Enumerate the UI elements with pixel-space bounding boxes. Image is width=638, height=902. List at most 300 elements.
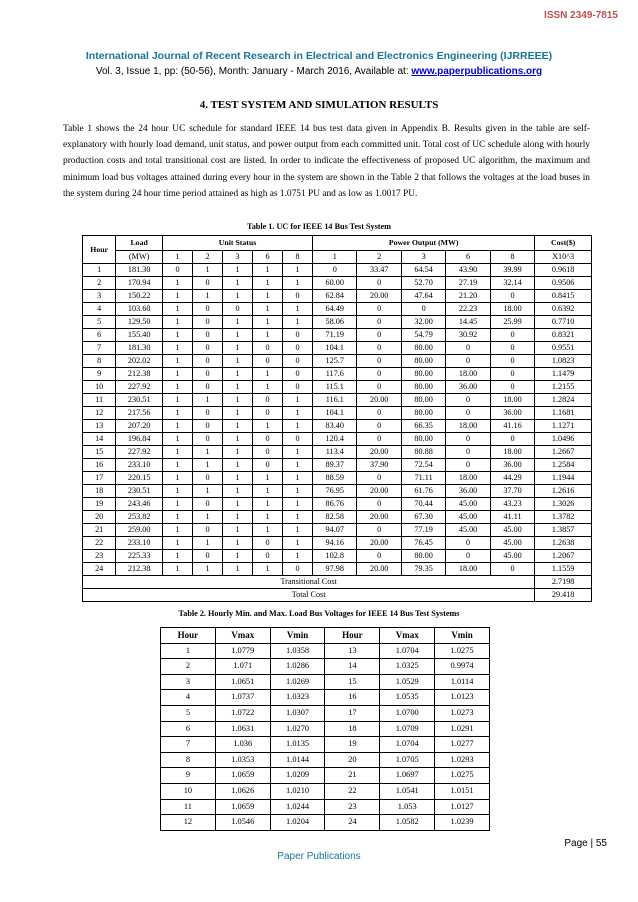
table-cell: 1: [192, 563, 222, 576]
table-cell: 1: [252, 498, 282, 511]
table-cell: 1.036: [215, 737, 270, 753]
table-cell: 0: [282, 290, 312, 303]
table-cell: 1: [162, 524, 192, 537]
table-cell: 14.45: [446, 316, 490, 329]
table-cell: 0: [357, 355, 401, 368]
table-cell: 1: [282, 446, 312, 459]
table-cell: 77.19: [401, 524, 445, 537]
table-cell: 1: [282, 394, 312, 407]
table-cell: 15: [83, 446, 116, 459]
table-cell: 22: [83, 537, 116, 550]
column-header: Vmin: [270, 628, 325, 644]
table-cell: 1: [162, 550, 192, 563]
issn-label: ISSN 2349-7815: [544, 10, 618, 21]
table-cell: 125.7: [313, 355, 357, 368]
table-cell: 1: [252, 485, 282, 498]
table-cell: 1.2067: [535, 550, 592, 563]
table-cell: 0: [490, 563, 534, 576]
table-cell: 1.0697: [380, 768, 435, 784]
table-cell: 0: [446, 446, 490, 459]
table-cell: 0: [192, 433, 222, 446]
table-cell: 0: [357, 524, 401, 537]
table-cell: 1: [162, 368, 192, 381]
table-cell: 0: [490, 368, 534, 381]
table-cell: 0: [446, 342, 490, 355]
table-cell: 45.00: [490, 550, 534, 563]
table-cell: 1.0631: [215, 721, 270, 737]
table-cell: 8: [161, 752, 216, 768]
table-cell: 0.8321: [535, 329, 592, 342]
table-cell: 15: [325, 674, 380, 690]
table-cell: 0: [192, 498, 222, 511]
table-cell: 102.8: [313, 550, 357, 563]
table-cell: 80.00: [401, 355, 445, 368]
table-cell: 1.0277: [435, 737, 490, 753]
table-cell: 1.0529: [380, 674, 435, 690]
table-cell: 207.20: [116, 420, 163, 433]
table-row: [83, 524, 592, 537]
table-cell: 0: [490, 433, 534, 446]
table-cell: 253.82: [116, 511, 163, 524]
publisher-footer: Paper Publications: [277, 851, 361, 862]
table-cell: 3: [161, 674, 216, 690]
table-cell: 21: [83, 524, 116, 537]
table-cell: 1: [222, 524, 252, 537]
table-cell: 1.0239: [435, 815, 490, 831]
table-row: [83, 472, 592, 485]
table-cell: 0.9974: [435, 659, 490, 675]
table-cell: 11: [161, 799, 216, 815]
table-cell: 1: [282, 511, 312, 524]
table-cell: 20: [325, 752, 380, 768]
table-cell: 0.8415: [535, 290, 592, 303]
table-cell: 45.00: [490, 524, 534, 537]
table-cell: 12: [161, 815, 216, 831]
table-cell: 1: [162, 511, 192, 524]
table-cell: 1: [162, 407, 192, 420]
table-cell: 1.0144: [270, 752, 325, 768]
table-cell: 1.0737: [215, 690, 270, 706]
table-cell: 1.0323: [270, 690, 325, 706]
table-row: [83, 433, 592, 446]
table-cell: 0: [252, 342, 282, 355]
table-row: [83, 485, 592, 498]
sub-header-cell: 2: [357, 251, 401, 264]
table-cell: 1: [252, 563, 282, 576]
table-cell: 1.2824: [535, 394, 592, 407]
table-row: [83, 303, 592, 316]
table-cell: 1.2667: [535, 446, 592, 459]
table-cell: 0: [222, 303, 252, 316]
table-cell: 120.4: [313, 433, 357, 446]
table-cell: 1.0709: [380, 721, 435, 737]
table-cell: 1: [192, 485, 222, 498]
table-cell: 39.99: [490, 264, 534, 277]
table-cell: 116.1: [313, 394, 357, 407]
table-cell: 0: [252, 433, 282, 446]
table-cell: 0: [357, 277, 401, 290]
table-row: [83, 329, 592, 342]
table-cell: 212.38: [116, 563, 163, 576]
table-cell: 0: [282, 433, 312, 446]
table-cell: 0: [357, 407, 401, 420]
table-cell: 1: [222, 290, 252, 303]
table-cell: 52.70: [401, 277, 445, 290]
table-cell: 1: [252, 420, 282, 433]
table-row: [83, 563, 592, 576]
table-cell: 1.0275: [435, 768, 490, 784]
table-cell: 18.00: [446, 368, 490, 381]
table-cell: 1.0496: [535, 433, 592, 446]
table-cell: 1: [222, 537, 252, 550]
table-cell: 80.00: [401, 407, 445, 420]
unit-status-header: Unit Status: [162, 236, 312, 251]
table-cell: 6: [161, 721, 216, 737]
table-cell: 1.0325: [380, 659, 435, 675]
table-cell: 0: [490, 381, 534, 394]
table-cell: 11: [83, 394, 116, 407]
journal-title: International Journal of Recent Research in Electrical and Electronics Engineering (IJRREEE): [85, 50, 553, 62]
table-cell: 0: [192, 329, 222, 342]
table-cell: 181.30: [116, 264, 163, 277]
table-cell: 1: [252, 316, 282, 329]
table-cell: 4: [161, 690, 216, 706]
table-cell: 36.00: [446, 381, 490, 394]
table-cell: 25.99: [490, 316, 534, 329]
table-cell: 20.00: [357, 394, 401, 407]
table-cell: 1: [282, 472, 312, 485]
table-cell: 0: [252, 446, 282, 459]
table-cell: 80.00: [401, 368, 445, 381]
table-cell: 0: [357, 329, 401, 342]
table-cell: 76.95: [313, 485, 357, 498]
table-cell: 1.1681: [535, 407, 592, 420]
table-cell: 12: [83, 407, 116, 420]
table-cell: 217.56: [116, 407, 163, 420]
table-cell: 18: [325, 721, 380, 737]
table-cell: 1: [252, 277, 282, 290]
sub-header-cell: 3: [401, 251, 445, 264]
sub-header-cell: 8: [282, 251, 312, 264]
table-cell: 0: [192, 355, 222, 368]
table-cell: 1.0659: [215, 799, 270, 815]
table-cell: 1: [222, 550, 252, 563]
table-cell: 72.54: [401, 459, 445, 472]
table-cell: 94.16: [313, 537, 357, 550]
table-cell: 16: [83, 459, 116, 472]
table-cell: 1: [252, 381, 282, 394]
sub-header-cell: 1: [162, 251, 192, 264]
table-cell: 1.0541: [380, 783, 435, 799]
table-cell: 1.2155: [535, 381, 592, 394]
table-cell: 1: [161, 643, 216, 659]
table-cell: 71.19: [313, 329, 357, 342]
table-cell: 13: [83, 420, 116, 433]
table-row: [161, 721, 490, 737]
table-cell: 14: [325, 659, 380, 675]
table-row: [83, 550, 592, 563]
table-cell: 1: [222, 264, 252, 277]
voltage-table: [160, 627, 490, 831]
table-cell: 17: [325, 705, 380, 721]
table-cell: 6: [83, 329, 116, 342]
table-cell: 155.40: [116, 329, 163, 342]
table-cell: 150.22: [116, 290, 163, 303]
table-cell: 0: [252, 407, 282, 420]
table-cell: 22.23: [446, 303, 490, 316]
table-cell: 82.58: [313, 511, 357, 524]
table-cell: 20.00: [357, 537, 401, 550]
table-cell: 1.0779: [215, 643, 270, 659]
total-cost-value: 29.418: [535, 589, 592, 602]
table-cell: 0: [446, 550, 490, 563]
table-cell: 230.51: [116, 485, 163, 498]
table-cell: 4: [83, 303, 116, 316]
table-cell: 21: [325, 768, 380, 784]
table-cell: 1: [192, 446, 222, 459]
table-row: [83, 381, 592, 394]
uc-schedule-table: [82, 235, 592, 602]
table-cell: 20: [83, 511, 116, 524]
table-cell: 79.35: [401, 563, 445, 576]
table-cell: 44.29: [490, 472, 534, 485]
table-cell: 0: [282, 563, 312, 576]
table-row: [83, 368, 592, 381]
table-cell: 0.9618: [535, 264, 592, 277]
total-cost-row: [83, 589, 592, 602]
section-title: 4. TEST SYSTEM AND SIMULATION RESULTS: [199, 99, 439, 111]
table-cell: 1.0210: [270, 783, 325, 799]
table-cell: 20.00: [357, 485, 401, 498]
table-cell: 1: [192, 290, 222, 303]
table-cell: 2: [83, 277, 116, 290]
table-cell: 1: [162, 433, 192, 446]
table-cell: 1: [282, 537, 312, 550]
table-cell: 7: [161, 737, 216, 753]
table-cell: 0: [252, 537, 282, 550]
table-cell: 7: [83, 342, 116, 355]
table-cell: 1.0270: [270, 721, 325, 737]
table-cell: 1: [162, 381, 192, 394]
table-cell: 1.0626: [215, 783, 270, 799]
table-cell: 1.0293: [435, 752, 490, 768]
table-cell: 1: [162, 290, 192, 303]
table-cell: 21.20: [446, 290, 490, 303]
table-cell: 17: [83, 472, 116, 485]
table-cell: 0.9551: [535, 342, 592, 355]
table-cell: 1: [282, 550, 312, 563]
table-cell: 1.0582: [380, 815, 435, 831]
table-cell: 1: [222, 446, 252, 459]
cost-header: Cost($): [535, 236, 592, 251]
table-cell: 1: [252, 303, 282, 316]
table-cell: 0: [357, 472, 401, 485]
table-cell: 0: [162, 264, 192, 277]
table-cell: 1: [162, 303, 192, 316]
table-cell: 1: [162, 316, 192, 329]
table-cell: 0: [192, 472, 222, 485]
table-cell: 89.37: [313, 459, 357, 472]
table-cell: 202.02: [116, 355, 163, 368]
table-cell: 10: [83, 381, 116, 394]
total-cost-label: Total Cost: [83, 589, 535, 602]
column-header: Vmax: [215, 628, 270, 644]
table-cell: 61.76: [401, 485, 445, 498]
sub-header-cell: 3: [222, 251, 252, 264]
table-cell: 225.33: [116, 550, 163, 563]
table-cell: 80.00: [401, 433, 445, 446]
table-cell: 1.1271: [535, 420, 592, 433]
table-cell: 0: [446, 459, 490, 472]
table-cell: 0: [357, 303, 401, 316]
table-cell: 36.00: [446, 485, 490, 498]
body-paragraph: Table 1 shows the 24 hour UC schedule for standard IEEE 14 bus test data given in Appendix B. Results given in the table are self-explanatory with hourly load demand, unit status, and power output from each committed unit. Total cost of UC schedule along with hourly production costs and total transitional cost are listed. In order to indicate the effectiveness of proposed UC algorithm, the maximum and minimum load bus voltages attained during every hour in the system are shown in the Table 2 that follows the voltages at the load buses in the system during 24 hour time period attained as high as 1.0751 PU and as low as 1.0017 PU.: [63, 124, 590, 199]
table-cell: 1: [192, 537, 222, 550]
table-cell: 83.40: [313, 420, 357, 433]
table-row: [83, 407, 592, 420]
table-cell: 0: [490, 329, 534, 342]
table-cell: 1: [222, 277, 252, 290]
table-cell: 0: [192, 381, 222, 394]
table-cell: 1: [222, 316, 252, 329]
sub-header-cell: 2: [192, 251, 222, 264]
table-cell: 1: [192, 394, 222, 407]
table-cell: 1.0291: [435, 721, 490, 737]
table-cell: 1: [162, 394, 192, 407]
table-cell: 32.00: [401, 316, 445, 329]
table-cell: 88.59: [313, 472, 357, 485]
table-row: [83, 459, 592, 472]
table-cell: 19: [325, 737, 380, 753]
table-cell: 181.30: [116, 342, 163, 355]
table-cell: 0.9506: [535, 277, 592, 290]
table-row: [83, 277, 592, 290]
table-cell: 41.11: [490, 511, 534, 524]
table-cell: 1: [282, 303, 312, 316]
sub-header-row: [83, 251, 592, 264]
table-cell: 1: [282, 407, 312, 420]
table-cell: 27.19: [446, 277, 490, 290]
journal-url-link[interactable]: www.paperpublications.org: [411, 66, 543, 77]
table-cell: 1.0275: [435, 643, 490, 659]
table-cell: 1.0353: [215, 752, 270, 768]
table-row: [83, 537, 592, 550]
table-cell: 0: [357, 550, 401, 563]
table-cell: 1: [222, 511, 252, 524]
table-cell: 1: [162, 329, 192, 342]
table-cell: 1: [282, 420, 312, 433]
table-cell: 1.0135: [270, 737, 325, 753]
table-cell: 30.92: [446, 329, 490, 342]
sub-header-cell: 8: [490, 251, 534, 264]
table-cell: 220.15: [116, 472, 163, 485]
table-cell: 1: [252, 472, 282, 485]
table-cell: 16: [325, 690, 380, 706]
table-cell: 1.0823: [535, 355, 592, 368]
column-header: Hour: [161, 628, 216, 644]
table-cell: 1.0114: [435, 674, 490, 690]
table-cell: 71.11: [401, 472, 445, 485]
table-cell: 0: [282, 355, 312, 368]
table-cell: 230.51: [116, 394, 163, 407]
table-cell: 1.0659: [215, 768, 270, 784]
table-cell: 18.00: [446, 472, 490, 485]
table-cell: 0: [357, 368, 401, 381]
table-cell: 0: [357, 433, 401, 446]
transitional-cost-value: 2.7198: [535, 576, 592, 589]
table-cell: 54.79: [401, 329, 445, 342]
table-cell: 0: [192, 407, 222, 420]
table-cell: 37.70: [490, 485, 534, 498]
table-cell: 23: [325, 799, 380, 815]
table-cell: 5: [83, 316, 116, 329]
sub-header-cell: X10^3: [535, 251, 592, 264]
table-row: [161, 783, 490, 799]
table-cell: 86.76: [313, 498, 357, 511]
table-cell: 0: [282, 368, 312, 381]
table-cell: 1.2584: [535, 459, 592, 472]
table-cell: 37.90: [357, 459, 401, 472]
table-cell: 227.92: [116, 381, 163, 394]
table-cell: 20.00: [357, 290, 401, 303]
table-cell: 0: [192, 316, 222, 329]
table-cell: 45.00: [446, 511, 490, 524]
table-cell: 0: [192, 342, 222, 355]
table-row: [83, 342, 592, 355]
table1-caption: Table 1. UC for IEEE 14 Bus Test System: [247, 222, 391, 231]
hour-header: Hour: [83, 236, 116, 264]
table-cell: 80.00: [401, 550, 445, 563]
table-cell: 1.053: [380, 799, 435, 815]
table-cell: 1: [252, 290, 282, 303]
table-cell: 24: [325, 815, 380, 831]
table-cell: 60.00: [313, 277, 357, 290]
table-cell: 1: [192, 511, 222, 524]
table-cell: 32.14: [490, 277, 534, 290]
table-cell: 1: [162, 485, 192, 498]
table-cell: 0: [446, 407, 490, 420]
table-cell: 1.3026: [535, 498, 592, 511]
table-cell: 1.0535: [380, 690, 435, 706]
column-header: Hour: [325, 628, 380, 644]
table-cell: 1.0244: [270, 799, 325, 815]
table-row: [161, 799, 490, 815]
table-cell: 1.0151: [435, 783, 490, 799]
sub-header-cell: 1: [313, 251, 357, 264]
table-row: [83, 420, 592, 433]
table-cell: 20.00: [357, 511, 401, 524]
table-cell: 1: [282, 459, 312, 472]
table-cell: 94.07: [313, 524, 357, 537]
table-cell: 1.0127: [435, 799, 490, 815]
table-cell: 43.90: [446, 264, 490, 277]
load-header: Load: [116, 236, 163, 251]
table-cell: 0: [252, 550, 282, 563]
table-cell: 0: [357, 381, 401, 394]
table-cell: 76.45: [401, 537, 445, 550]
table-cell: 0.7710: [535, 316, 592, 329]
table-cell: 70.44: [401, 498, 445, 511]
table-cell: 47.64: [401, 290, 445, 303]
table-cell: 0: [357, 498, 401, 511]
table-cell: 1: [282, 316, 312, 329]
table-cell: 1: [252, 368, 282, 381]
sub-header-cell: 6: [252, 251, 282, 264]
table-cell: 1: [282, 498, 312, 511]
table-cell: 1: [252, 524, 282, 537]
table-cell: 1: [222, 329, 252, 342]
table-cell: 45.00: [446, 498, 490, 511]
